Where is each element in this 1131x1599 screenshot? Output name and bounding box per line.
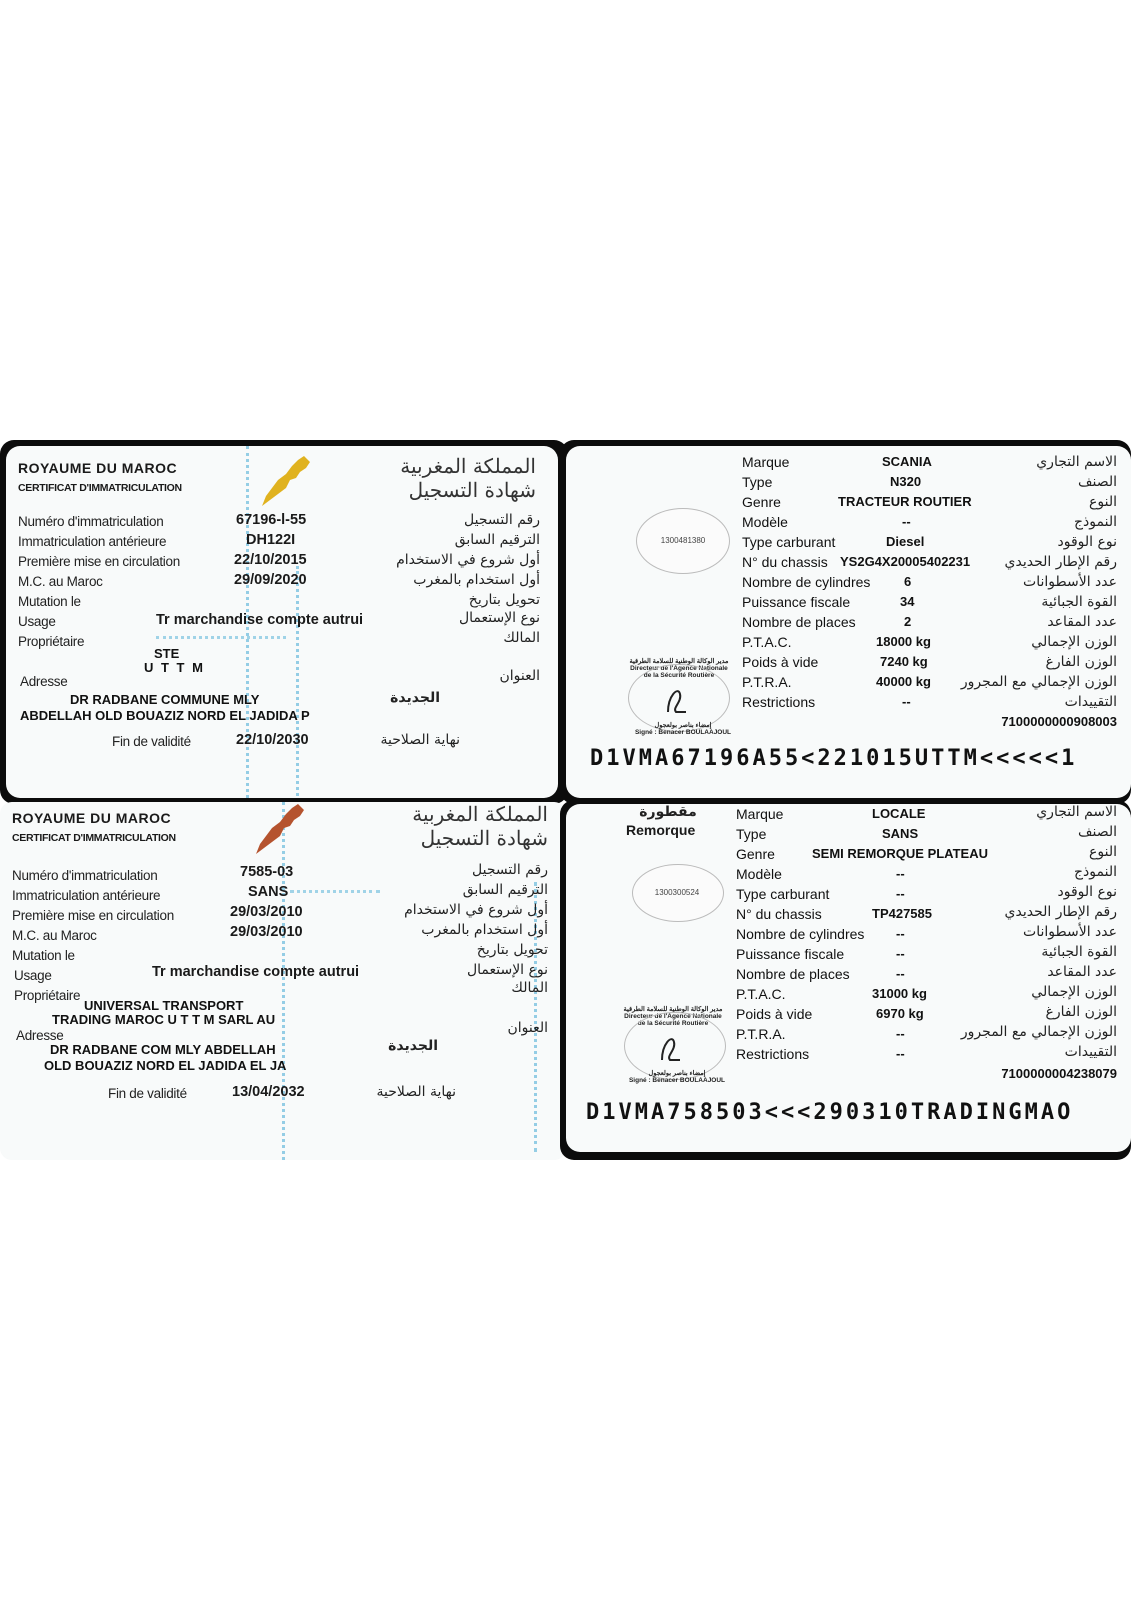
field-label-ar: رقم التسجيل bbox=[472, 862, 548, 878]
field-label: Genre bbox=[736, 846, 775, 862]
signature-name-block bbox=[612, 1070, 742, 1084]
field-label-ar: عدد المقاعد bbox=[1047, 614, 1117, 630]
field-label: P.T.A.C. bbox=[736, 986, 786, 1002]
field-label-ar: النموذج bbox=[1074, 864, 1117, 880]
field-label: Nombre de cylindres bbox=[736, 926, 865, 942]
field-value: TP427585 bbox=[872, 906, 932, 921]
field-label: Nombre de places bbox=[742, 614, 856, 630]
field-label: Propriétaire bbox=[18, 634, 85, 649]
signature-icon bbox=[662, 682, 692, 716]
trailer-tag-ar: مقطورة bbox=[639, 804, 697, 820]
field-label-ar: التقييدات bbox=[1064, 694, 1117, 710]
field-value: 40000 kg bbox=[876, 674, 931, 689]
field-value: Diesel bbox=[886, 534, 925, 549]
validity-label-ar: نهاية الصلاحية bbox=[380, 732, 460, 748]
field-value: YS2G4X20005402231 bbox=[840, 554, 971, 569]
field-label: N° du chassis bbox=[742, 554, 828, 570]
field-label-ar: المالك bbox=[511, 980, 548, 996]
field-label: Propriétaire bbox=[14, 988, 81, 1003]
trailer-tag: Remorque bbox=[626, 822, 696, 838]
field-label-ar: أول استخدام بالمغرب bbox=[421, 922, 548, 938]
city-ar: الجديدة bbox=[388, 1038, 438, 1054]
field-label: P.T.A.C. bbox=[742, 634, 792, 650]
field-label: Puissance fiscale bbox=[736, 946, 845, 962]
field-label-ar: رقم الإطار الحديدي bbox=[1004, 554, 1117, 570]
field-label-ar: تحويل بتاريخ bbox=[468, 592, 540, 608]
field-value: -- bbox=[896, 866, 905, 881]
field-label-ar: الوزن الفارغ bbox=[1045, 654, 1117, 670]
field-value: 7585-03 bbox=[240, 864, 294, 880]
field-label: Marque bbox=[736, 806, 784, 822]
validity-label: Fin de validité bbox=[108, 1086, 187, 1101]
field-value: 67196-l-55 bbox=[236, 512, 307, 528]
field-label: Puissance fiscale bbox=[742, 594, 851, 610]
field-label: N° du chassis bbox=[736, 906, 822, 922]
signature-name-block bbox=[618, 722, 748, 736]
morocco-map-icon bbox=[256, 454, 312, 508]
address-line-2: ABDELLAH OLD BOUAZIZ NORD EL JADIDA P bbox=[20, 708, 310, 723]
field-value: 34 bbox=[900, 594, 915, 609]
field-label-ar: أول شروع في الاستخدام bbox=[404, 902, 548, 918]
field-value: N320 bbox=[890, 474, 922, 489]
field-value: 6 bbox=[904, 574, 912, 589]
card-face bbox=[566, 804, 1131, 1152]
card-serial-number: 7100000004238079 bbox=[1001, 1066, 1117, 1081]
signature-icon bbox=[656, 1030, 686, 1064]
field-value: 22/10/2015 bbox=[234, 552, 307, 568]
field-label: Type bbox=[742, 474, 773, 490]
field-value: SANS bbox=[882, 826, 919, 841]
signature-title-ar: مدير الوكالة الوطنية للسلامة الطرقية bbox=[623, 1006, 723, 1013]
validity-value: 13/04/2032 bbox=[232, 1084, 305, 1100]
mrz-line: D1VMA758503<<<290310TRADINGMAO bbox=[586, 1100, 1074, 1125]
card-face bbox=[6, 446, 558, 798]
field-label: Mutation le bbox=[12, 948, 75, 963]
address-label-ar: العنوان bbox=[499, 668, 540, 684]
field-label: M.C. au Maroc bbox=[18, 574, 103, 589]
registration-card-back-2 bbox=[560, 800, 1131, 1160]
field-label-ar: القوة الجبائية bbox=[1041, 594, 1117, 610]
field-value: Tr marchandise compte autrui bbox=[156, 612, 364, 628]
field-label: P.T.R.A. bbox=[742, 674, 792, 690]
owner-line-2: U T T M bbox=[144, 660, 205, 675]
field-label-ar: الصنف bbox=[1077, 474, 1117, 490]
header-subtitle-ar: شهادة التسجيل bbox=[420, 826, 548, 850]
field-value: LOCALE bbox=[872, 806, 926, 821]
field-value: 6970 kg bbox=[876, 1006, 924, 1021]
field-label: Poids à vide bbox=[736, 1006, 813, 1022]
field-label-ar: النوع bbox=[1089, 844, 1117, 860]
address-label: Adresse bbox=[20, 674, 68, 689]
field-value: -- bbox=[896, 886, 905, 901]
field-label: Nombre de cylindres bbox=[742, 574, 871, 590]
validity-label: Fin de validité bbox=[112, 734, 191, 749]
field-label: Première mise en circulation bbox=[18, 554, 180, 569]
field-value: 29/03/2010 bbox=[230, 904, 303, 920]
field-value: SCANIA bbox=[882, 454, 932, 469]
field-label-ar: القوة الجبائية bbox=[1041, 944, 1117, 960]
header-title-ar: المملكة المغربية bbox=[412, 802, 548, 826]
registration-card-front-2 bbox=[0, 802, 566, 1160]
field-label-ar: رقم الإطار الحديدي bbox=[1004, 904, 1117, 920]
field-label: Usage bbox=[18, 614, 56, 629]
field-label-ar: الترقيم السابق bbox=[454, 532, 540, 548]
field-label-ar: نوع الإستعمال bbox=[458, 610, 540, 626]
morocco-map-icon bbox=[250, 802, 306, 856]
header-title-ar: المملكة المغربية bbox=[400, 454, 536, 478]
field-label-ar: الوزن الإجمالي مع المجرور bbox=[960, 1024, 1117, 1040]
field-label-ar: رقم التسجيل bbox=[464, 512, 540, 528]
signature-name: Signé : Benacer BOULAAJOUL bbox=[634, 729, 732, 736]
field-value: -- bbox=[896, 966, 905, 981]
chip-number: 1300300524 bbox=[654, 888, 700, 897]
field-label: Numéro d'immatriculation bbox=[12, 868, 158, 883]
field-value: Tr marchandise compte autrui bbox=[152, 964, 360, 980]
header-title: ROYAUME DU MAROC bbox=[12, 810, 172, 826]
field-label: Genre bbox=[742, 494, 781, 510]
header-subtitle: CERTIFICAT D'IMMATRICULATION bbox=[12, 832, 176, 844]
field-value: TRACTEUR ROUTIER bbox=[838, 494, 972, 509]
field-label: Immatriculation antérieure bbox=[12, 888, 161, 903]
field-label-ar: أول شروع في الاستخدام bbox=[396, 552, 540, 568]
field-label: M.C. au Maroc bbox=[12, 928, 97, 943]
registration-card-back-1 bbox=[560, 440, 1131, 804]
field-label-ar: عدد المقاعد bbox=[1047, 964, 1117, 980]
field-label: Nombre de places bbox=[736, 966, 850, 982]
field-label: Usage bbox=[14, 968, 52, 983]
field-label-ar: الصنف bbox=[1077, 824, 1117, 840]
field-label-ar: الاسم التجاري bbox=[1036, 804, 1117, 820]
field-value: 31000 kg bbox=[872, 986, 927, 1001]
signature-title-ar: مدير الوكالة الوطنية للسلامة الطرقية bbox=[629, 658, 729, 665]
signature-title-fr-2: de la Sécurité Routière bbox=[643, 672, 715, 679]
field-label: Type carburant bbox=[742, 534, 836, 550]
field-value: -- bbox=[896, 1026, 905, 1041]
field-value: 29/03/2010 bbox=[230, 924, 303, 940]
field-value: -- bbox=[896, 926, 905, 941]
field-label-ar: نوع الوقود bbox=[1057, 534, 1117, 550]
field-label: Première mise en circulation bbox=[12, 908, 174, 923]
field-label: Modèle bbox=[736, 866, 782, 882]
address-line-1: DR RADBANE COM MLY ABDELLAH bbox=[50, 1042, 276, 1057]
signature-title-fr-2: de la Sécurité Routière bbox=[637, 1020, 709, 1027]
field-label: Type bbox=[736, 826, 767, 842]
field-value: -- bbox=[896, 946, 905, 961]
signature-name-ar: إمضاء بناصر بولعجول bbox=[654, 722, 712, 729]
address-line-1: DR RADBANE COMMUNE MLY bbox=[70, 692, 260, 707]
security-pattern bbox=[156, 636, 286, 639]
signature-title-fr: Directeur de l'Agence Nationale bbox=[630, 665, 728, 672]
field-label-ar: تحويل بتاريخ bbox=[476, 942, 548, 958]
header-subtitle-ar: شهادة التسجيل bbox=[408, 478, 536, 502]
address-label-ar: العنوان bbox=[507, 1020, 548, 1036]
field-value: -- bbox=[902, 514, 911, 529]
field-label-ar: النوع bbox=[1089, 494, 1117, 510]
field-value: DH122I bbox=[246, 532, 296, 548]
field-label-ar: الوزن الإجمالي bbox=[1031, 984, 1117, 1000]
field-label-ar: نوع الوقود bbox=[1057, 884, 1117, 900]
security-pattern bbox=[296, 566, 299, 796]
field-value: 2 bbox=[904, 614, 912, 629]
header-subtitle: CERTIFICAT D'IMMATRICULATION bbox=[18, 482, 182, 494]
field-value: SEMI REMORQUE PLATEAU bbox=[812, 846, 988, 861]
field-label: Restrictions bbox=[742, 694, 816, 710]
validity-value: 22/10/2030 bbox=[236, 732, 309, 748]
validity-label-ar: نهاية الصلاحية bbox=[376, 1084, 456, 1100]
card-face bbox=[566, 446, 1131, 798]
mrz-line: D1VMA67196A55<221015UTTM<<<<<1 bbox=[590, 746, 1078, 771]
field-label: Marque bbox=[742, 454, 790, 470]
field-value: -- bbox=[902, 694, 911, 709]
field-label-ar: عدد الأسطوانات bbox=[1023, 924, 1117, 940]
field-value: SANS bbox=[248, 884, 289, 900]
field-label: Type carburant bbox=[736, 886, 830, 902]
field-label: Immatriculation antérieure bbox=[18, 534, 167, 549]
field-label-ar: النموذج bbox=[1074, 514, 1117, 530]
field-label: Restrictions bbox=[736, 1046, 810, 1062]
field-label: P.T.R.A. bbox=[736, 1026, 786, 1042]
field-label-ar: الوزن الفارغ bbox=[1045, 1004, 1117, 1020]
field-value: 7240 kg bbox=[880, 654, 928, 669]
field-value: 18000 kg bbox=[876, 634, 931, 649]
field-label-ar: أول استخدام بالمغرب bbox=[413, 572, 540, 588]
field-label-ar: التقييدات bbox=[1064, 1044, 1117, 1060]
field-label-ar: الوزن الإجمالي مع المجرور bbox=[960, 674, 1117, 690]
owner-line-2: TRADING MAROC U T T M SARL AU bbox=[52, 1012, 276, 1027]
card-face bbox=[0, 802, 566, 1160]
field-label: Modèle bbox=[742, 514, 788, 530]
field-label-ar: الترقيم السابق bbox=[462, 882, 548, 898]
address-label: Adresse bbox=[16, 1028, 64, 1043]
field-label-ar: المالك bbox=[503, 630, 540, 646]
field-label-ar: الاسم التجاري bbox=[1036, 454, 1117, 470]
field-label: Mutation le bbox=[18, 594, 81, 609]
chip-number: 1300481380 bbox=[660, 536, 706, 545]
field-label-ar: الوزن الإجمالي bbox=[1031, 634, 1117, 650]
owner-line-1: UNIVERSAL TRANSPORT bbox=[84, 998, 244, 1013]
field-label-ar: عدد الأسطوانات bbox=[1023, 574, 1117, 590]
field-label: Poids à vide bbox=[742, 654, 819, 670]
card-serial-number: 7100000000908003 bbox=[1001, 714, 1117, 729]
header-title: ROYAUME DU MAROC bbox=[18, 460, 178, 476]
field-value: 29/09/2020 bbox=[234, 572, 307, 588]
signature-name: Signé : Benacer BOULAAJOUL bbox=[628, 1077, 726, 1084]
field-label: Numéro d'immatriculation bbox=[18, 514, 164, 529]
registration-card-front-1 bbox=[0, 440, 568, 804]
security-pattern bbox=[290, 890, 380, 893]
owner-line-1: STE bbox=[154, 646, 180, 661]
city-ar: الجديدة bbox=[390, 690, 440, 706]
field-value: -- bbox=[896, 1046, 905, 1061]
signature-name-ar: إمضاء بناصر بولعجول bbox=[648, 1070, 706, 1077]
field-label-ar: نوع الإستعمال bbox=[466, 962, 548, 978]
signature-title-fr: Directeur de l'Agence Nationale bbox=[624, 1013, 722, 1020]
address-line-2: OLD BOUAZIZ NORD EL JADIDA EL JA bbox=[44, 1058, 287, 1073]
